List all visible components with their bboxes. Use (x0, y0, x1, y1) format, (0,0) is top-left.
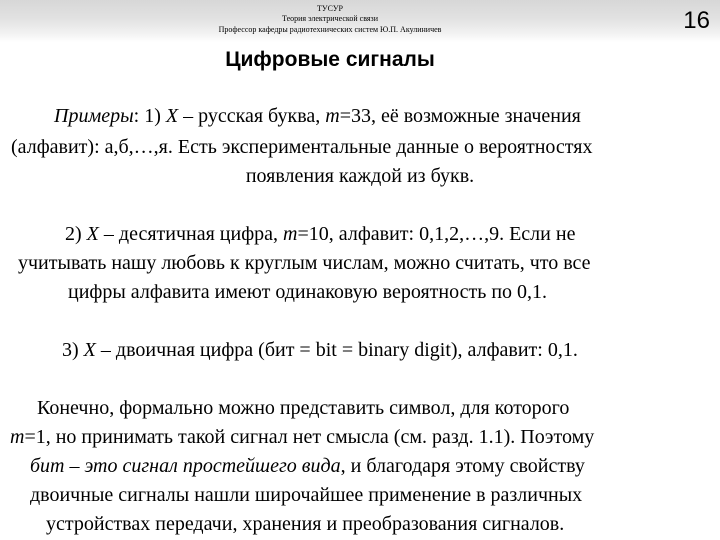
p4-line4: двоичные сигналы нашли широчайшее применение в различных (30, 484, 583, 506)
p2-text: – десятичная цифра, (98, 223, 284, 245)
p4-line3 (0, 453, 720, 479)
p2-line3: цифры алфавита имеют одинаковую вероятность по 0,1. (68, 281, 548, 303)
slide-title: Цифровые сигналы (225, 48, 435, 71)
p4-line5: устройствах передачи, хранения и преобразования сигналов. (46, 513, 565, 535)
p2-line1 (0, 221, 720, 247)
var-m: m (325, 105, 340, 127)
p2-text: 2) (65, 223, 87, 245)
p3-line1 (0, 337, 720, 363)
p1-line1 (0, 103, 720, 129)
slide-header (0, 0, 720, 42)
p1-line3: появления каждой из букв. (245, 165, 475, 187)
var-x: X (86, 223, 99, 245)
p4-line2 (0, 424, 720, 450)
examples-label: Примеры (54, 105, 134, 127)
var-x: X (83, 339, 96, 361)
p3-text: – двоичная цифра (бит = bit = binary digit), алфавит: 0,1. (95, 339, 578, 361)
p4-text: =1, но принимать такой сигнал нет смысла (см. разд. 1.1). Поэтому (24, 426, 595, 448)
p1-line2: (алфавит): а,б,…,я. Есть экспериментальные данные о вероятностях (11, 136, 593, 158)
p4-text: , и благодаря этому свойству (340, 455, 585, 477)
page-number: 16 (683, 7, 710, 34)
p2-text: =10, алфавит: 0,1,2,…,9. Если не (297, 223, 576, 245)
var-m: m (283, 223, 298, 245)
header-author: Профессор кафедры радиотехнических систем Ю.П. Акулиничев (218, 25, 442, 34)
p1-text: : 1) (133, 105, 166, 127)
p4-line1: Конечно, формально можно представить символ, для которого (37, 397, 570, 419)
emphasis-text: бит – это сигнал простейшего вида (30, 455, 341, 477)
header-course: Теория электрической связи (281, 14, 378, 23)
header-org: ТУСУР (317, 4, 343, 13)
p1-text: – русская буква, (178, 105, 326, 127)
p3-text: 3) (62, 339, 84, 361)
var-x: X (165, 105, 179, 127)
p2-line2: учитывать нашу любовь к круглым числам, можно считать, что все (18, 252, 591, 274)
var-m: m (10, 426, 25, 448)
p1-text: =33, её возможные значения (339, 105, 581, 127)
